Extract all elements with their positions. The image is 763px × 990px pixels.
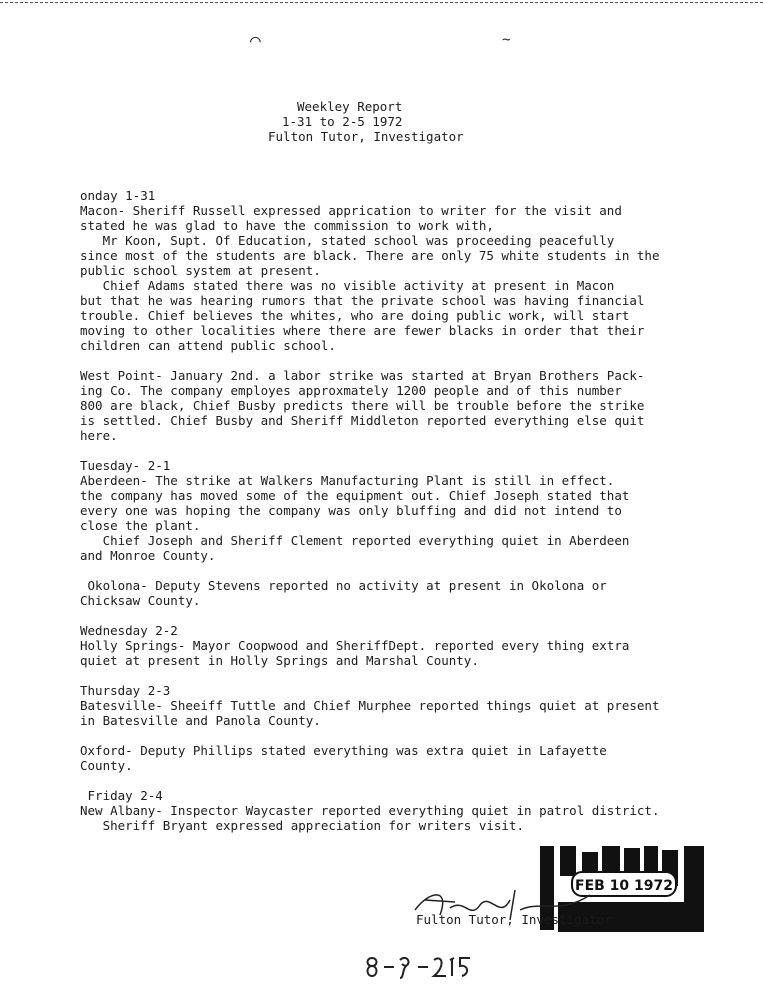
scan-mark: ⌒ — [250, 30, 261, 51]
report-line: and Monroe County. — [80, 548, 216, 563]
report-line: here. — [80, 428, 118, 443]
svg-text:FEB 10 1972: FEB 10 1972 — [575, 878, 673, 894]
report-line — [80, 728, 680, 743]
report-line — [80, 353, 680, 368]
report-line: moving to other localities where there are fewer blacks in order that their — [80, 323, 645, 338]
report-line: every one was hoping the company was only bluffing and did not intend to — [80, 503, 622, 518]
report-line — [80, 443, 680, 458]
report-title: Weekley Report — [297, 99, 403, 114]
scan-mark: ~ — [502, 32, 511, 48]
report-line: close the plant. — [80, 518, 201, 533]
scan-edge-line — [0, 2, 763, 9]
report-line: New Albany- Inspector Waycaster reported everything quiet in patrol district. — [80, 803, 660, 818]
report-line: County. — [80, 758, 133, 773]
report-line: Tuesday- 2-1 — [80, 458, 171, 473]
report-line: public school system at present. — [80, 263, 321, 278]
report-line — [80, 668, 680, 683]
handwritten-number — [366, 952, 476, 984]
report-line: onday 1-31 — [80, 188, 156, 203]
report-line: Macon- Sheriff Russell expressed apprication to writer for the visit and — [80, 203, 622, 218]
report-line: in Batesville and Panola County. — [80, 713, 321, 728]
report-line: Oxford- Deputy Phillips stated everything was extra quiet in Lafayette — [80, 743, 607, 758]
report-line: West Point- January 2nd. a labor strike was started at Bryan Brothers Pack- — [80, 368, 645, 383]
report-line: Friday 2-4 — [80, 788, 163, 803]
report-line: children can attend public school. — [80, 338, 336, 353]
report-line: Holly Springs- Mayor Coopwood and SheriffDept. reported every thing extra — [80, 638, 630, 653]
report-line: 800 are black, Chief Busby predicts there will be trouble before the strike — [80, 398, 645, 413]
report-line — [80, 608, 680, 623]
report-line: Wednesday 2-2 — [80, 623, 178, 638]
report-line: Chief Joseph and Sheriff Clement reported everything quiet in Aberdeen — [80, 533, 630, 548]
report-line: Mr Koon, Supt. Of Education, stated school was proceeding peacefully — [80, 233, 615, 248]
report-line: quiet at present in Holly Springs and Marshal County. — [80, 653, 479, 668]
report-line: ing Co. The company employes approxmately 1200 people and of this number — [80, 383, 622, 398]
report-line: Sheriff Bryant expressed appreciation for writers visit. — [80, 818, 525, 833]
report-author: Fulton Tutor, Investigator — [268, 129, 464, 144]
report-line: is settled. Chief Busby and Sheriff Middleton reported everything else quit — [80, 413, 645, 428]
report-line: but that he was hearing rumors that the private school was having financial — [80, 293, 645, 308]
report-line: Aberdeen- The strike at Walkers Manufacturing Plant is still in effect. — [80, 473, 615, 488]
report-line: since most of the students are black. There are only 75 white students in the — [80, 248, 660, 263]
report-line — [80, 563, 680, 578]
report-body — [80, 188, 680, 833]
report-line: Batesville- Sheeiff Tuttle and Chief Murphee reported things quiet at present — [80, 698, 660, 713]
report-dates: 1-31 to 2-5 1972 — [282, 114, 403, 129]
report-line: Thursday 2-3 — [80, 683, 171, 698]
report-line: Chief Adams stated there was no visible activity at present in Macon — [80, 278, 615, 293]
report-line — [80, 773, 680, 788]
report-line: Chicksaw County. — [80, 593, 201, 608]
signature-block — [410, 880, 610, 934]
typed-signature-name: Fulton Tutor, Investigator — [416, 912, 612, 927]
report-line: trouble. Chief believes the whites, who are doing public work, will start — [80, 308, 630, 323]
report-line: Okolona- Deputy Stevens reported no activity at present in Okolona or — [80, 578, 607, 593]
report-line: stated he was glad to have the commission to work with, — [80, 218, 494, 233]
report-line: the company has moved some of the equipment out. Chief Joseph stated that — [80, 488, 630, 503]
